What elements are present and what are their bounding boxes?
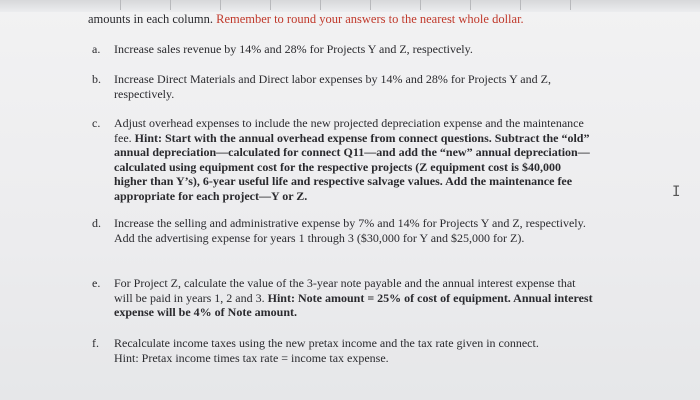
hint-label: Hint: — [134, 130, 162, 145]
item-letter: f. — [92, 336, 99, 350]
text-cursor-icon: I — [672, 184, 681, 200]
list-item-e — [92, 276, 594, 320]
hint-label: Hint: — [267, 290, 295, 305]
item-letter: d. — [92, 216, 101, 230]
item-text: Increase sales revenue by 14% and 28% for Projects Y and Z, respectively. — [114, 42, 473, 56]
item-hint-line: Hint: Pretax income times tax rate = income tax expense. — [114, 350, 389, 365]
item-text — [114, 276, 594, 320]
intro-line — [88, 12, 524, 27]
hint-text: Start with the annual overhead expense from connect questions. Subtract the “old” annual depreciation—calculated for connect Q11—and add the “new” annual depreciation—calculated using equipment cost for the respective projects (Z equipment cost is $40,000 higher than Y’s), 6-year useful life and respective salvage values. Add the maintenance fee appropriate for each project—Y or Z. — [114, 130, 590, 203]
intro-prefix: amounts in each column. — [88, 12, 213, 26]
item-text — [114, 116, 594, 204]
item-text: Recalculate income taxes using the new pretax income and the tax rate given in connect. — [114, 336, 539, 350]
list-item-b — [92, 72, 594, 101]
item-letter: b. — [92, 72, 101, 86]
item-letter: a. — [92, 42, 101, 56]
item-text: Increase the selling and administrative expense by 7% and 14% for Projects Y and Z, respectively. Add the advertising expense for years 1 through 3 ($30,000 for Y and $25,000 for Z). — [114, 216, 586, 245]
item-text: Increase Direct Materials and Direct labor expenses by 14% and 28% for Projects Y and Z, respectively. — [114, 72, 551, 101]
item-text-plain: Adjust overhead expenses to include the new projected depreciation expense and the maintenance fee. — [114, 116, 584, 145]
item-text-plain: For Project Z, calculate the value of the 3-year note payable and the annual interest expense that will be paid in years 1, 2 and 3. — [114, 276, 576, 305]
list-item-f — [92, 336, 594, 365]
list-item-a — [92, 42, 594, 57]
hint-text: Note amount = 25% of cost of equipment. Annual interest expense will be 4% of Note amount. — [114, 290, 593, 320]
item-letter: e. — [92, 276, 101, 290]
round-reminder: Remember to round your answers to the nearest whole dollar. — [216, 12, 524, 26]
list-item-c — [92, 116, 594, 204]
list-item-d — [92, 216, 594, 245]
item-letter: c. — [92, 116, 101, 130]
